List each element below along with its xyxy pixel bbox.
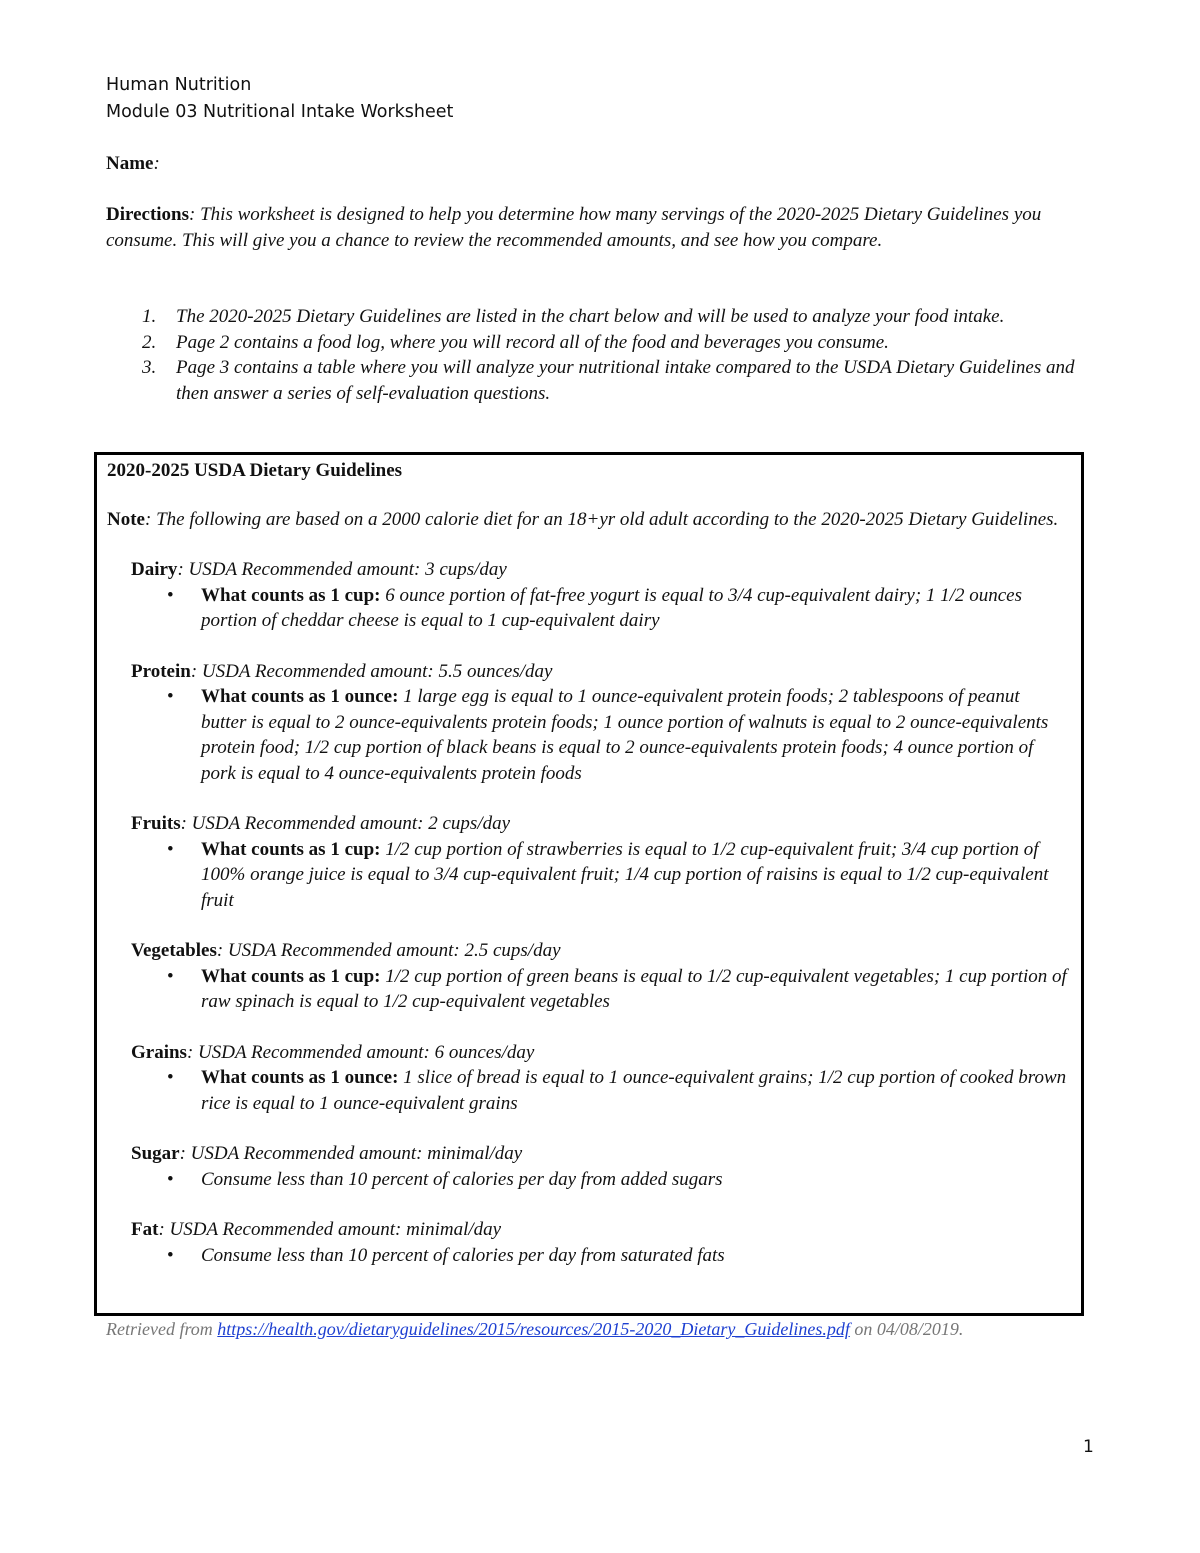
directions-paragraph (106, 202, 1081, 253)
bullet-label: What counts as 1 cup: (201, 838, 381, 860)
list-item (131, 1167, 1067, 1193)
bullet-icon: • (167, 1244, 174, 1266)
page-number: 1 (1083, 1437, 1094, 1457)
bullet-text: 1 large egg is equal to 1 ounce-equivalent protein foods; 2 tablespoons of peanut butter is equal to 2 ounce-equivalents protein foods; 1 ounce portion of walnuts is equal to 2 ounce-equivalents protein food; 1/2 cup portion of black beans is equal to 2 ounce-equivalents protein foods; 4 ounce portion of pork is equal to 4 ounce-equivalents protein foods (201, 686, 1049, 784)
step-text: Page 2 contains a food log, where you will record all of the food and beverages you consume. (176, 331, 889, 353)
bullet-text: 1 slice of bread is equal to 1 ounce-equivalent grains; 1/2 cup portion of cooked brown rice is equal to 1 ounce-equivalent grains (201, 1067, 1067, 1114)
list-item (106, 330, 1086, 356)
list-item (131, 583, 1067, 634)
section-recommendation: : USDA Recommended amount: 2 cups/day (180, 813, 511, 834)
section-name: Fat (131, 1219, 159, 1240)
bullet-text: 1/2 cup portion of green beans is equal to 1/2 cup-equivalent vegetables; 1 cup portion of raw spinach is equal to 1/2 cup-equivalent vegetables (201, 965, 1067, 1012)
source-link[interactable]: https://health.gov/dietaryguidelines/2015/resources/2015-2020_Dietary_Guidelines.pdf (217, 1319, 850, 1339)
section-recommendation: : USDA Recommended amount: 5.5 ounces/day (190, 660, 553, 682)
note-colon: : (144, 508, 152, 530)
step-number: 3. (142, 357, 157, 378)
list-item (131, 1243, 1067, 1269)
bullet-icon: • (167, 838, 174, 860)
section-fruits (107, 811, 1067, 913)
course-title: Human Nutrition (106, 75, 252, 95)
section-sugar (107, 1141, 1067, 1192)
guidelines-title: 2020-2025 USDA Dietary Guidelines (107, 460, 403, 481)
citation-prefix: Retrieved from (106, 1319, 218, 1339)
bullet-text: Consume less than 10 percent of calories per day from added sugars (201, 1168, 723, 1190)
name-field (106, 152, 160, 176)
step-text: The 2020-2025 Dietary Guidelines are listed in the chart below and will be used to analyze your food intake. (176, 306, 1005, 327)
section-dairy (107, 557, 1067, 634)
list-item (131, 837, 1067, 914)
guidelines-note (107, 507, 1067, 533)
bullet-icon: • (167, 584, 174, 606)
citation-suffix: on 04/08/2019. (849, 1319, 964, 1339)
bullet-label: What counts as 1 cup: (201, 965, 381, 987)
section-name: Sugar (131, 1143, 180, 1164)
section-vegetables (107, 938, 1067, 1015)
section-recommendation: : USDA Recommended amount: 2.5 cups/day (216, 940, 561, 961)
bullet-icon: • (167, 1168, 174, 1190)
source-citation (106, 1317, 963, 1341)
list-item (106, 304, 1086, 330)
list-item (131, 1065, 1067, 1116)
name-label: Name (106, 153, 154, 174)
list-item (131, 964, 1067, 1015)
section-name: Fruits (131, 813, 181, 834)
bullet-label: What counts as 1 cup: (201, 584, 381, 606)
worksheet-title: Module 03 Nutritional Intake Worksheet (106, 102, 454, 122)
bullet-text: Consume less than 10 percent of calories per day from saturated fats (201, 1244, 725, 1266)
section-fat (107, 1217, 1067, 1268)
bullet-label: What counts as 1 ounce: (201, 686, 399, 707)
section-name: Vegetables (131, 940, 217, 961)
note-text: The following are based on a 2000 calorie diet for an 18+yr old adult according to the 2020-2025 Dietary Guidelines. (151, 508, 1059, 530)
steps-list (106, 304, 1086, 406)
directions-colon: : (189, 204, 196, 225)
section-recommendation: : USDA Recommended amount: minimal/day (179, 1143, 523, 1164)
section-name: Protein (131, 660, 191, 682)
section-recommendation: : USDA Recommended amount: minimal/day (158, 1219, 502, 1240)
section-grains (107, 1040, 1067, 1117)
bullet-text: 1/2 cup portion of strawberries is equal to 1/2 cup-equivalent fruit; 3/4 cup portion of 100% orange juice is equal to 3/4 cup-equivalent fruit; 1/4 cup portion of raisins is equal to 1/2 cup-equivalent fruit (201, 838, 1049, 911)
section-recommendation: : USDA Recommended amount: 3 cups/day (177, 559, 507, 580)
section-name: Dairy (131, 559, 178, 580)
directions-text: This worksheet is designed to help you determine how many servings of the 2020-2025 Dietary Guidelines you consume. This will give you a chance to review the recommended amounts, and see how you compare. (106, 204, 1042, 251)
bullet-icon: • (167, 686, 174, 707)
step-number: 2. (142, 331, 157, 353)
directions-label: Directions (106, 204, 190, 225)
bullet-label: What counts as 1 ounce: (201, 1067, 399, 1088)
section-recommendation: : USDA Recommended amount: 6 ounces/day (186, 1041, 535, 1063)
name-colon: : (153, 153, 160, 174)
guidelines-box (94, 452, 1084, 1316)
note-label: Note (107, 508, 145, 530)
bullet-icon: • (167, 1067, 174, 1088)
bullet-text: 6 ounce portion of fat-free yogurt is equal to 3/4 cup-equivalent dairy; 1 1/2 ounces portion of cheddar cheese is equal to 1 cup-equivalent dairy (201, 584, 1022, 631)
step-text: Page 3 contains a table where you will analyze your nutritional intake compared to the USDA Dietary Guidelines and then answer a series of self-evaluation questions. (176, 357, 1075, 404)
section-name: Grains (131, 1041, 187, 1063)
step-number: 1. (142, 306, 157, 327)
list-item (106, 355, 1086, 406)
list-item (131, 684, 1067, 786)
bullet-icon: • (167, 965, 174, 987)
section-protein (107, 659, 1067, 787)
